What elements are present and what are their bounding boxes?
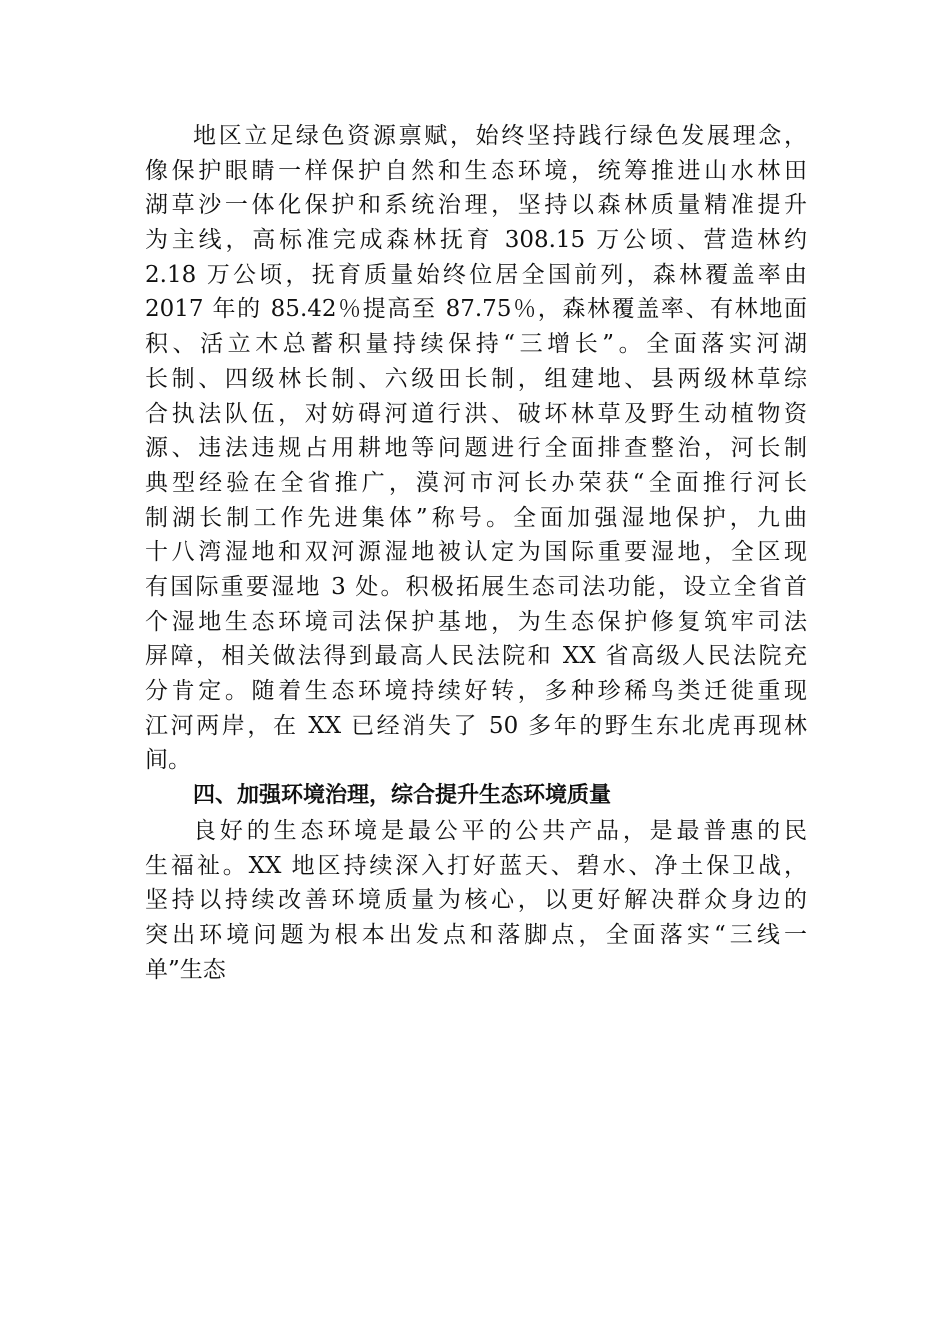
section-heading: 四、加强环境治理，综合提升生态环境质量 bbox=[193, 783, 612, 808]
paragraph-line: 间。 bbox=[145, 747, 191, 774]
body-paragraph-2 bbox=[145, 814, 807, 987]
paragraph-line: 个湿地生态环境司法保护基地，为生态保护修复筑牢司法 bbox=[145, 608, 807, 635]
paragraph-line: 坚持以持续改善环境质量为核心，以更好解决群众身边的 bbox=[145, 887, 807, 914]
paragraph-line: 分肯定。随着生态环境持续好转，多种珍稀鸟类迁徙重现 bbox=[145, 678, 807, 704]
paragraph-line: 典型经验在全省推广，漠河市河长办荣获“全面推行河长 bbox=[145, 469, 807, 496]
paragraph-line: 十八湾湿地和双河源湿地被认定为国际重要湿地，全区现 bbox=[145, 539, 807, 566]
paragraph-line: 制湖长制工作先进集体”称号。全面加强湿地保护，九曲 bbox=[145, 504, 807, 531]
paragraph-line: 长制、四级林长制、六级田长制，组建地、县两级林草综 bbox=[145, 365, 807, 392]
paragraph-line: 良好的生态环境是最公平的公共产品，是最普惠的民 bbox=[193, 818, 807, 844]
paragraph-line: 合执法队伍，对妨碍河道行洪、破坏林草及野生动植物资 bbox=[145, 400, 807, 427]
paragraph-line: 2.18 万公顷，抚育质量始终位居全国前列，森林覆盖率由 bbox=[145, 261, 807, 288]
paragraph-line: 突出环境问题为根本出发点和落脚点，全面落实“三线一 bbox=[145, 922, 807, 949]
paragraph-line: 地区立足绿色资源禀赋，始终坚持践行绿色发展理念， bbox=[193, 123, 807, 149]
paragraph-line: 单”生态 bbox=[145, 956, 226, 983]
paragraph-line: 有国际重要湿地 3 处。积极拓展生态司法功能，设立全省首 bbox=[145, 573, 807, 600]
paragraph-line: 湖草沙一体化保护和系统治理，坚持以森林质量精准提升 bbox=[145, 192, 807, 219]
paragraph-line: 像保护眼睛一样保护自然和生态环境，统筹推进山水林田 bbox=[145, 157, 807, 184]
paragraph-line: 2017 年的 85.42％提高至 87.75％，森林覆盖率、有林地面 bbox=[145, 296, 807, 323]
paragraph-line: 生福祉。XX 地区持续深入打好蓝天、碧水、净土保卫战， bbox=[145, 852, 807, 879]
paragraph-line: 为主线，高标准完成森林抚育 308.15 万公顷、营造林约 bbox=[145, 227, 807, 254]
paragraph-line: 积、活立木总蓄积量持续保持“三增长”。全面落实河湖 bbox=[145, 331, 807, 358]
body-paragraph-1 bbox=[145, 119, 807, 778]
paragraph-line: 源、违法违规占用耕地等问题进行全面排查整治，河长制 bbox=[145, 435, 807, 462]
paragraph-line: 屏障，相关做法得到最高人民法院和 XX 省高级人民法院充 bbox=[145, 643, 807, 670]
paragraph-line: 江河两岸，在 XX 已经消失了 50 多年的野生东北虎再现林 bbox=[145, 712, 807, 739]
